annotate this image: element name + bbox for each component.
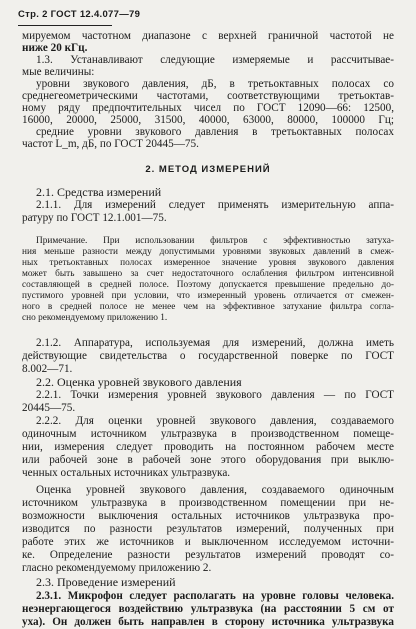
text-line: источником ультразвука в производственном помещении при не- [22, 497, 394, 509]
note-line: пустимого уровней при условии, что измеренный уровень отличается от смежен- [22, 291, 394, 301]
text-line: гласно рекомендуемому приложению 2. [22, 562, 212, 574]
note-line: сно рекомендуемому приложению 1. [22, 313, 168, 323]
text-line: 2.1.1. Для измерений следует применять измерительную аппа- [36, 199, 394, 211]
text-line: 2.2.1. Точки измерения уровней звукового давления — по ГОСТ [36, 389, 394, 401]
text-line: 2.1.2. Аппаратура, используемая для измерений, должна иметь [36, 337, 394, 349]
text-line: ченных остальных источниках ультразвука. [22, 467, 231, 479]
note-line: ных третьоктавных полосах измеренное значение уровня звукового давления [22, 258, 394, 268]
section-heading: 2. МЕТОД ИЗМЕРЕНИЙ [145, 164, 271, 175]
subsection-heading: 2.1. Средства измерений [36, 186, 162, 199]
text-line: 16000, 20000, 25000, 31500, 40000, 63000, 80000, 100000 Гц; [22, 114, 394, 126]
text-line: ке. Определение разности результатов измерений проводят со- [22, 549, 394, 561]
text-line: 2.2.2. Для оценки уровней звукового давления, создаваемого [36, 415, 394, 427]
note-line: ния меньше разности между допустимыми уровнями звуковых давлений в смеж- [22, 247, 394, 257]
text-line: ному ряду предпочтительных чисел по ГОСТ 12090—66: 12500, [22, 102, 394, 114]
text-line: мые величины: [22, 66, 95, 78]
text-line: неэнергающегося воздействию ультразвука (на расстоянии 5 см от [22, 603, 394, 615]
text-line: работе этих же источников и выключенном исследуемом источни- [22, 536, 394, 548]
text-line: возможности выключения остальных источников ультразвука про- [22, 510, 394, 522]
text-line: мируемом частотном диапазоне с верхней граничной частотой не [22, 30, 394, 42]
text-line: одиночным источником ультразвука в производственном помеще- [22, 428, 394, 440]
note-line: составляющей в средней полосе. Поэтому допускается превышение предельно до- [22, 280, 394, 290]
text-line: 1.3. Устанавливают следующие измеряемые и рассчитывае- [36, 54, 394, 66]
header-rule [18, 25, 112, 26]
text-line: среднегеометрическими частотами, соответствующими третьоктав- [22, 90, 394, 102]
text-line: 8.002—71. [22, 363, 73, 375]
text-line: ратуру по ГОСТ 12.1.001—75. [22, 212, 167, 224]
note-line: Примечание. При использовании фильтров с эффективностью затуха- [36, 236, 394, 246]
text-line: ниже 20 кГц. [22, 42, 88, 54]
page-header: Стр. 2 ГОСТ 12.4.077—79 [18, 9, 141, 20]
text-line: частот L_m, дБ, по ГОСТ 20445—75. [22, 138, 199, 150]
subsection-heading: 2.3. Проведение измерений [36, 576, 176, 589]
text-line: 20445—75. [22, 402, 76, 414]
text-line: уровни звукового давления, дБ, в третьоктавных полосах со [36, 78, 394, 90]
text-line: Оценка уровней звукового давления, создаваемого одиночным [36, 484, 394, 496]
text-line: 2.3.1. Микрофон следует располагать на уровне головы человека. [36, 590, 394, 602]
text-line: или рабочей зоне в рабочей зоне этого оборудования при выклю- [22, 454, 394, 466]
text-line: нии, измерения следует проводить на постоянном рабочем месте [22, 441, 394, 453]
text-line: уха). Он должен быть направлен в сторону источника ультразвука [22, 616, 394, 628]
subsection-heading: 2.2. Оценка уровней звукового давления [36, 376, 242, 389]
text-line: средние уровни звукового давления в третьоктавных полосах [36, 126, 394, 138]
note-line: может быть завышено за счет недостаточного ослабления фильтром интенсивной [22, 269, 394, 279]
note-line: ного в средней полосе не менее чем на эффективное затухание фильтра согла- [22, 302, 394, 312]
text-line: действующие свидетельства о государственной поверке по ГОСТ [22, 350, 394, 362]
text-line: изводится по разности результатов измерений, полученных при [22, 523, 394, 535]
